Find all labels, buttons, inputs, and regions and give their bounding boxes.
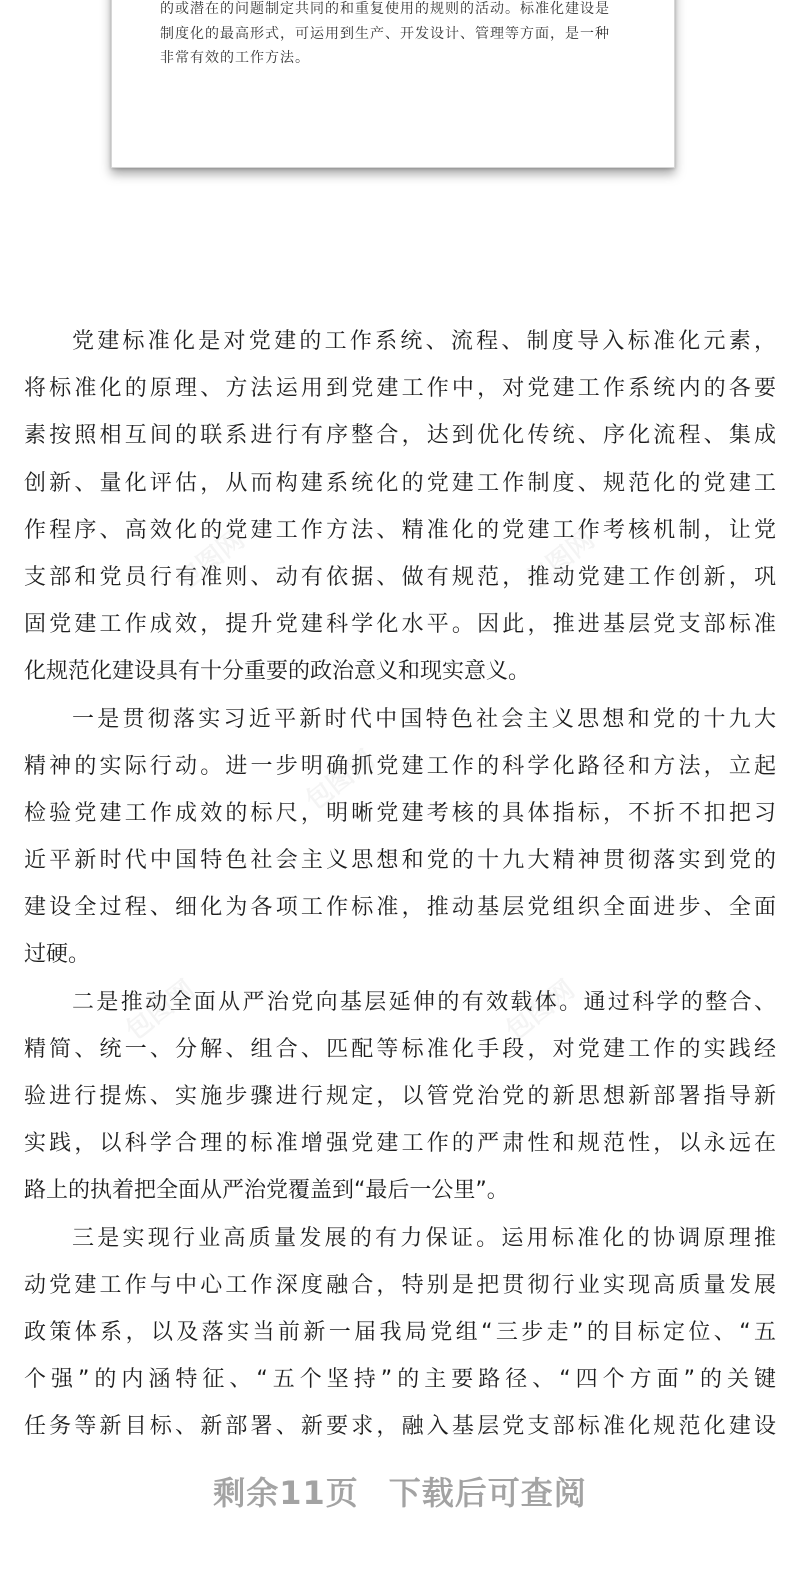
paragraph-line: 精神的实际行动。进一步明确抓党建工作的科学化路径和方法，立起: [24, 753, 776, 779]
paragraph-line: 过硬。: [24, 942, 91, 968]
document-body: [24, 318, 776, 1451]
paragraph-line: 二是推动全面从严治党向基层延伸的有效载体。通过科学的整合、: [72, 989, 776, 1015]
card-text: [160, 0, 640, 71]
paragraph-line: 固党建工作成效，提升党建科学化水平。因此，推进基层党支部标准: [24, 612, 776, 638]
paragraph-line: 一是贯彻落实习近平新时代中国特色社会主义思想和党的十九大: [72, 706, 776, 732]
paragraph-line: 实践，以科学合理的标准增强党建工作的严肃性和规范性，以永远在: [24, 1131, 776, 1157]
paragraph-line: 将标准化的原理、方法运用到党建工作中，对党建工作系统内的各要: [24, 376, 776, 402]
preview-card: [111, 0, 675, 168]
download-to-view-text: 下载后可查阅: [388, 1474, 587, 1512]
paragraph-line: 化规范化建设具有十分重要的政治意义和现实意义。: [24, 659, 531, 685]
remaining-pages-text: 剩余11页: [213, 1474, 359, 1512]
paragraph-line: 验进行提炼、实施步骤进行规定，以管党治党的新思想新部署指导新: [24, 1084, 776, 1109]
paragraph-line: 建设全过程、细化为各项工作标准，推动基层党组织全面进步、全面: [24, 895, 776, 921]
paragraph-line: 三是实现行业高质量发展的有力保证。运用标准化的协调原理推: [72, 1225, 776, 1251]
paragraph-line: 检验党建工作成效的标尺，明晰党建考核的具体指标，不折不扣把习: [24, 800, 776, 826]
card-line: 制度化的最高形式，可运用到生产、开发设计、管理等方面，是一种: [160, 25, 610, 42]
paragraph-line: 创新、量化评估，从而构建系统化的党建工作制度、规范化的党建工: [24, 470, 776, 496]
paragraph-line: 素按照相互间的联系进行有序整合，达到优化传统、序化流程、集成: [24, 423, 776, 449]
paragraph-line: 动党建工作与中心工作深度融合，特别是把贯彻行业实现高质量发展: [24, 1272, 776, 1298]
card-line: 非常有效的工作方法。: [160, 50, 310, 66]
paragraph-line: 路上的执着把全面从严治党覆盖到“最后一公里”。: [24, 1178, 509, 1204]
download-prompt[interactable]: [0, 1468, 800, 1514]
paragraph-line: 近平新时代中国特色社会主义思想和党的十九大精神贯彻落实到党的: [24, 848, 776, 874]
paragraph-line: 政策体系，以及落实当前新一届我局党组“三步走”的目标定位、“五: [24, 1319, 776, 1345]
paragraph-line: 支部和党员行有准则、动有依据、做有规范，推动党建工作创新，巩: [24, 564, 776, 590]
paragraph-line: 党建标准化是对党建的工作系统、流程、制度导入标准化元素，: [72, 329, 776, 354]
paragraph-line: 个强”的内涵特征、“五个坚持”的主要路径、“四个方面”的关键: [24, 1367, 776, 1393]
card-line: 的或潜在的问题制定共同的和重复使用的规则的活动。标准化建设是: [160, 1, 610, 17]
paragraph-line: 任务等新目标、新部署、新要求，融入基层党支部标准化规范化建设: [24, 1414, 776, 1440]
paragraph-line: 作程序、高效化的党建工作方法、精准化的党建工作考核机制，让党: [24, 517, 776, 543]
paragraph-line: 精简、统一、分解、组合、匹配等标准化手段，对党建工作的实践经: [24, 1036, 776, 1062]
